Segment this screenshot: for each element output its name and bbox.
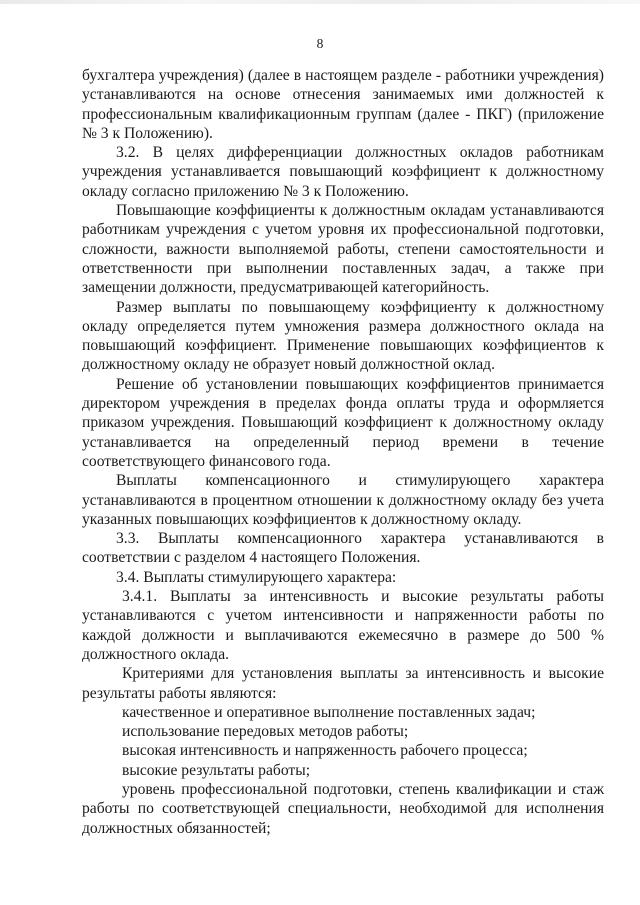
paragraph-3-3: 3.3. Выплаты компенсационного характера устанавливаются в соответствии с разделом 4 настоящего Положения. [82,530,604,567]
paragraph-3-4: 3.4. Выплаты стимулирующего характера: [116,568,397,586]
paragraph-decision: Решение об установлении повышающих коэффициентов принимается директором учреждения в пределах фонда оплаты труда и оформляется приказом учреждения. Повышающий коэффициент к должностному окладу устанавливается на определенный период времени в течение соответствующего финансового года. [82,375,604,470]
criteria-item: использование передовых методов работы; [122,723,409,741]
document-body [82,66,604,838]
criteria-item: уровень профессиональной подготовки, степень квалификации и стаж работы по соответствующей специальности, необходимой для исполнения должностных обязанностей; [82,780,604,837]
paragraph-coefficients: Повышающие коэффициенты к должностным окладам устанавливаются работникам учреждения с учетом уровня их профессиональной подготовки, сложности, важности выполняемой работы, степени самостоятельности и ответственности при выполнении поставленных задач, а также при замещении должности, предусматривающей категорийность. [82,202,604,297]
paragraph-payment-size: Размер выплаты по повышающему коэффициенту к должностному окладу определяется путем умножения размера должностного оклада на повышающий коэффициент. Применение повышающих коэффициентов к должностному окладу не образует новый должностной оклад. [82,298,604,374]
paragraph-payments-percent: Выплаты компенсационного и стимулирующего характера устанавливаются в процентном отношении к должностному окладу без учета указанных повышающих коэффициентов к должностному окладу. [82,472,604,528]
paragraph-3-2: 3.2. В целях дифференциации должностных окладов работникам учреждения устанавливается повышающий коэффициент к должностному окладу согласно приложению № 3 к Положению. [82,144,604,200]
paragraph-3-4-1: 3.4.1. Выплаты за интенсивность и высокие результаты работы устанавливаются с учетом интенсивности и напряженности работы по каждой должности и выплачиваются ежемесячно в размере до 500 % должностного оклада. [82,588,604,663]
scan-edge [0,0,640,4]
page-number: 8 [316,36,324,51]
criteria-item: высокие результаты работы; [122,761,311,779]
paragraph-continuation: бухгалтера учреждения) (далее в настоящем разделе - работники учреждения) устанавливаются на основе отнесения занимаемых ими должностей к профессиональным квалификационным группам (далее - ПКГ) (приложение № 3 к Положению). [82,67,604,142]
criteria-item: высокая интенсивность и напряженность рабочего процесса; [122,742,528,760]
criteria-item: качественное и оперативное выполнение поставленных задач; [122,703,536,721]
paragraph-criteria-intro: Критериями для установления выплаты за интенсивность и высокие результаты работы являются: [82,665,604,702]
